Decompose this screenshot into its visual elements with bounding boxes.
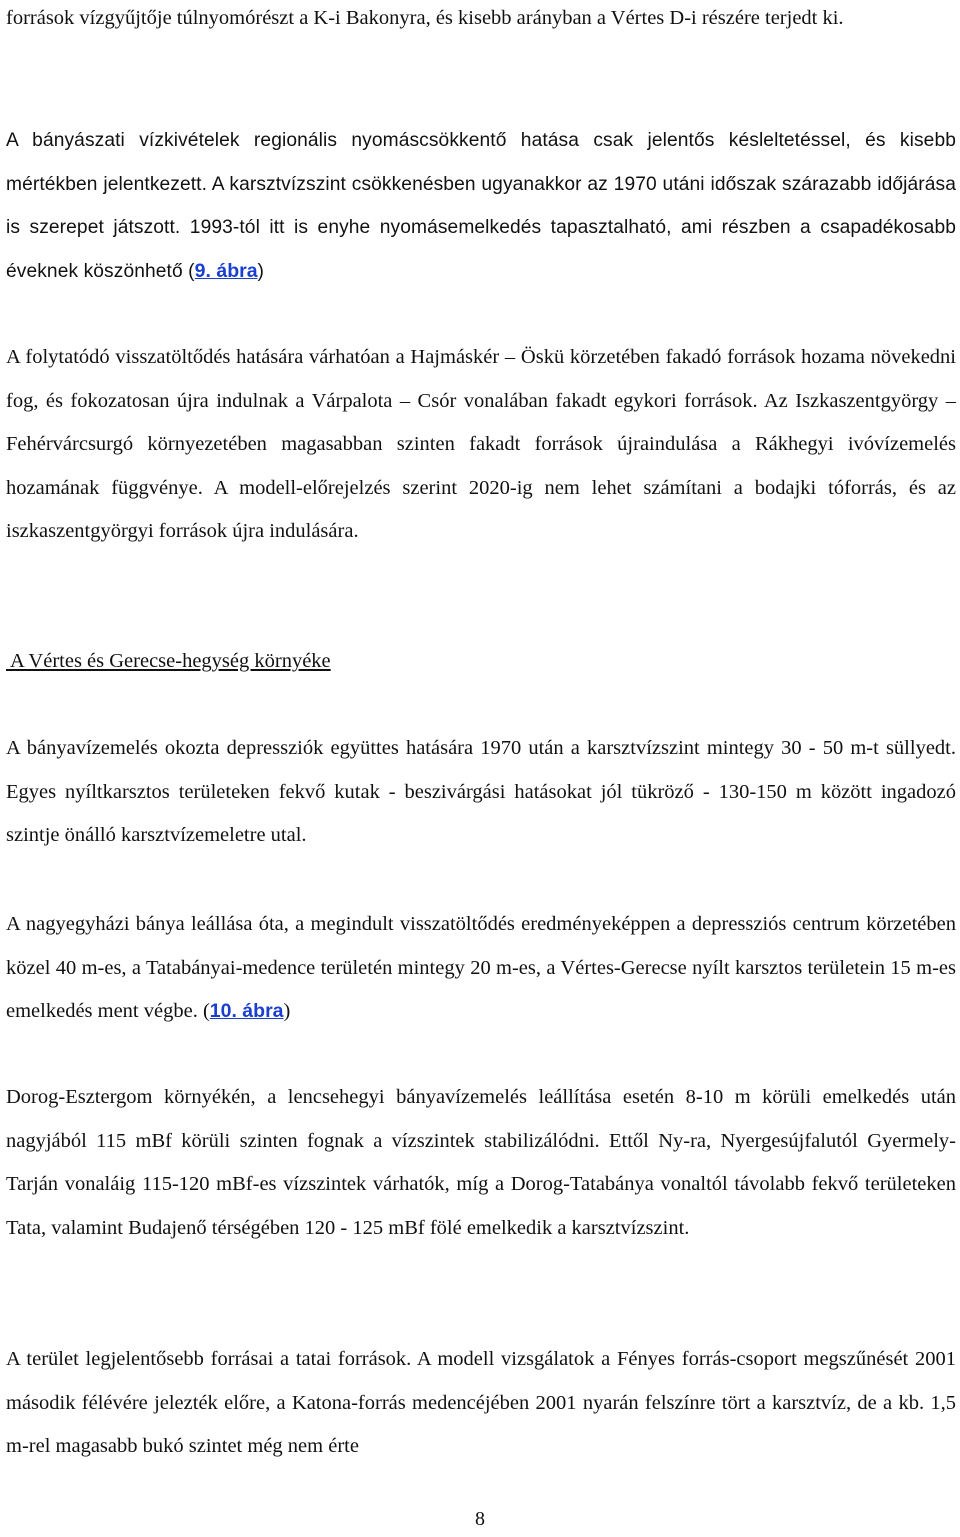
paragraph-4-text: A bányavízemelés okozta depressziók együttes hatására 1970 után a karsztvízszint mintegy 30 - 50 m-t süllyedt. Egyes nyíltkarsztos területeken fekvő kutak - beszivárgási hatásokat jól tükröző - 130-150 m között ingadozó szintje önálló karsztvízemeletre utal.	[6, 737, 956, 846]
paragraph-4	[6, 727, 956, 858]
figure-9-link[interactable]: 9. ábra	[194, 259, 258, 282]
paragraph-2	[6, 119, 956, 293]
paragraph-3-text: A folytatódó visszatöltődés hatására várhatóan a Hajmáskér – Öskü körzetében fakadó források hozama növekedni fog, és fokozatosan újra indulnak a Várpalota – Csór vonalában fakadt egykori források. Az Iszkaszentgyörgy – Fehérvárcsurgó környezetében magasabban szinten fakadt források újraindulása a Rákhegyi ivóvízemelés hozamának függvénye. A modell-előrejelzés szerint 2020-ig nem lehet számítani a bodajki tóforrás, és az iszkaszentgyörgyi források újra indulására.	[6, 346, 956, 542]
paragraph-5-close: )	[283, 1000, 291, 1022]
paragraph-2-text: A bányászati vízkivételek regionális nyomáscsökkentő hatása csak jelentős késleltetéssel, és kisebb mértékben jelentkezett. A karsztvízszint csökkenésben ugyanakkor az 1970 utáni időszak szárazabb időjárása is szerepet játszott. 1993-tól itt is enyhe nyomásemelkedés tapasztalható, ami részben a csapadékosabb éveknek köszönhető (	[6, 130, 956, 282]
paragraph-2-close: )	[257, 260, 265, 282]
paragraph-1	[6, 0, 956, 41]
paragraph-7	[6, 1338, 956, 1469]
paragraph-5	[6, 903, 956, 1034]
section-heading: A Vértes és Gerecse-hegység környéke	[6, 650, 331, 672]
paragraph-3	[6, 336, 956, 554]
paragraph-1-text: források vízgyűjtője túlnyomórészt a K-i Bakonyra, és kisebb arányban a Vértes D-i részére terjedt ki.	[6, 7, 844, 29]
paragraph-7-text: A terület legjelentősebb forrásai a tatai források. A modell vizsgálatok a Fényes forrás-csoport megszűnését 2001 második félévére jelezték előre, a Katona-forrás medencéjében 2001 nyarán felszínre tört a karsztvíz, de a kb. 1,5 m-rel magasabb bukó szintet még nem érte	[6, 1348, 956, 1457]
paragraph-6	[6, 1076, 956, 1250]
paragraph-6-text: Dorog-Esztergom környékén, a lencsehegyi bányavízemelés leállítása esetén 8-10 m körüli emelkedés után nagyjából 115 mBf körüli szinten fognak a vízszintek stabilizálódni. Ettől Ny-ra, Nyergesújfalutól Gyermely-Tarján vonaláig 115-120 mBf-es vízszintek várhatók, míg a Dorog-Tatabánya vonaltól távolabb fekvő területeken Tata, valamint Budajenő térségében 120 - 125 mBf fölé emelkedik a karsztvízszint.	[6, 1086, 956, 1239]
figure-10-link[interactable]: 10. ábra	[209, 1000, 284, 1022]
paragraph-5-text: A nagyegyházi bánya leállása óta, a megindult visszatöltődés eredményeképpen a depressziós centrum körzetében közel 40 m-es, a Tatabányai-medence területén mintegy 20 m-es, a Vértes-Gerecse nyílt karsztos területein 15 m-es emelkedés ment végbe. (	[6, 913, 956, 1022]
page-number: 8	[475, 1508, 485, 1530]
